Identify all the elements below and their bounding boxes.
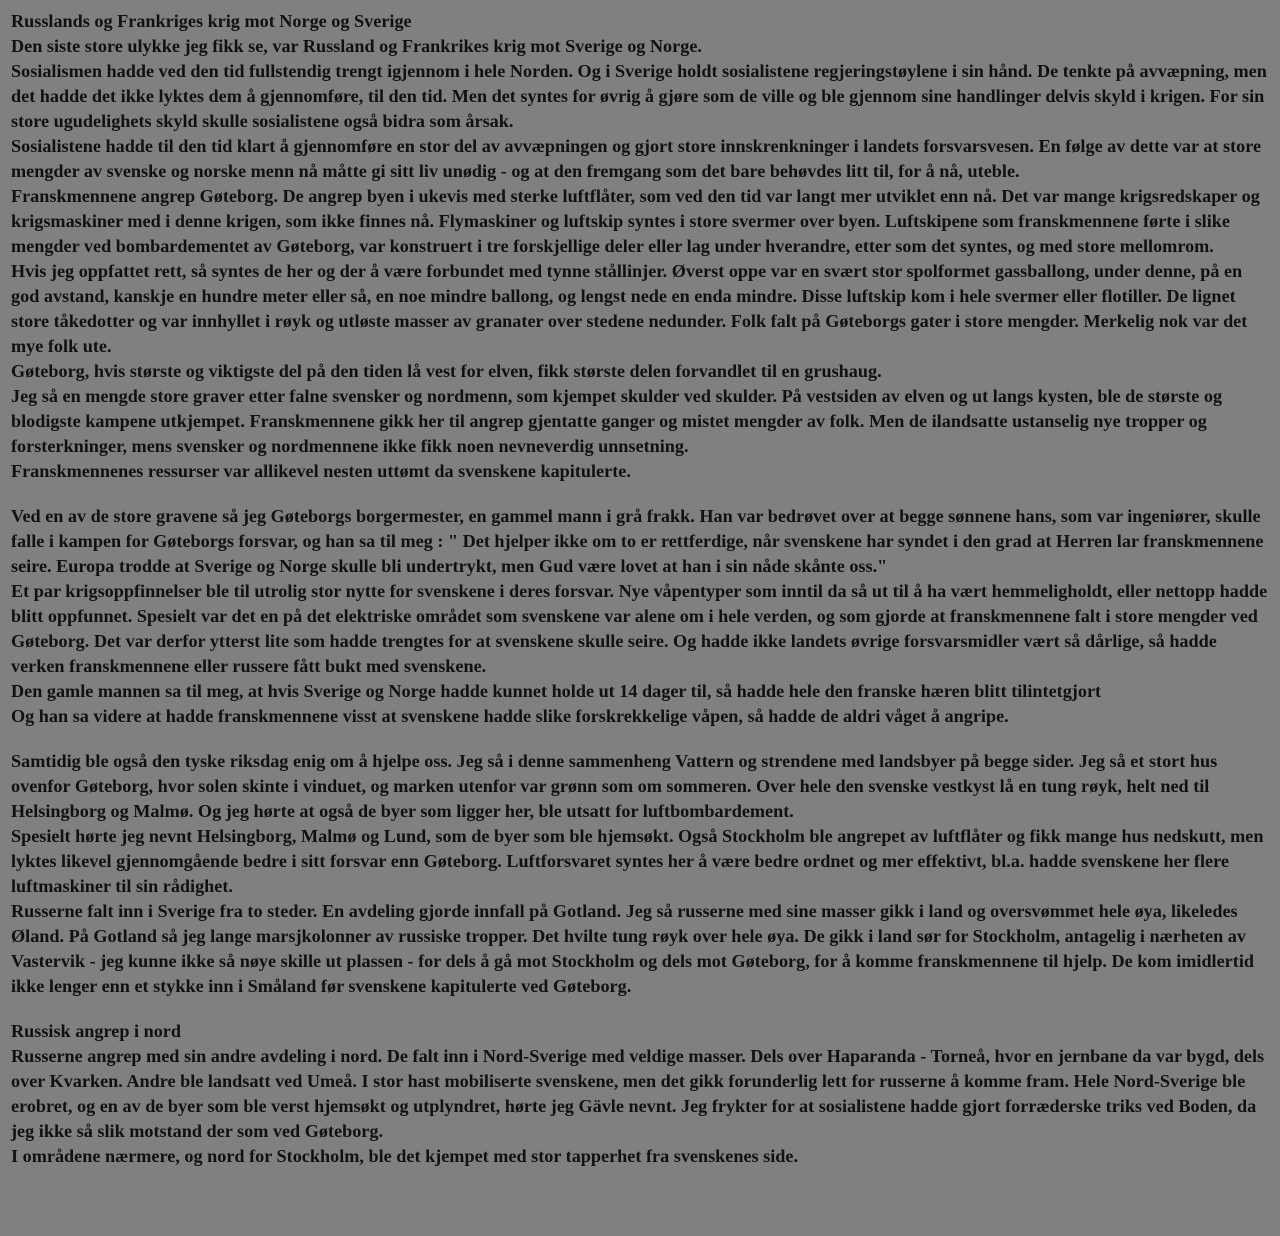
paragraph: Den gamle mannen sa til meg, at hvis Sverige og Norge hadde kunnet holde ut 14 dager til, så hadde hele den franske hæren blitt tilintetgjort <box>11 681 1102 701</box>
section-heading-north: Russisk angrep i nord <box>11 1021 181 1041</box>
paragraph: Et par krigsoppfinnelser ble til utrolig stor nytte for svenskene i deres forsvar. Nye våpentyper som inntil da så ut til å ha vært hemmeligholdt, eller nettopp hadde blitt oppfunnet. Spesielt var det en på det elektriske området som svenskene var alene om i hele verden, og som gjorde at franskmennene falt i store mengder ved Gøteborg. Det var derfor ytterst lite som hadde trengtes for at svenskene skulle seire. Og hadde ikke landets øvrige forsvarsmidler vært så dårlige, så hadde verken franskmennene eller russere fått bukt med svenskene. <box>11 581 1268 676</box>
paragraph: Den siste store ulykke jeg fikk se, var Russland og Frankrikes krig mot Sverige og Norge. <box>11 36 702 56</box>
paragraph: Russerne angrep med sin andre avdeling i nord. De falt inn i Nord-Sverige med veldige masser. Dels over Haparanda - Torneå, hvor en jernbane da var bygd, dels over Kvarken. Andre ble landsatt ved Umeå. I stor hast mobiliserte svenskene, men det gikk forunderlig lett for russerne å komme fram. Hele Nord-Sverige ble erobret, og en av de byer som ble verst hjemsøkt og utplyndret, hørte jeg Gävle nevnt. Jeg frykter for at sosialistene hadde gjort forræderske triks ved Boden, da jeg ikke så slik motstand der som ved Gøteborg. <box>11 1046 1265 1141</box>
paragraph: Hvis jeg oppfattet rett, så syntes de her og der å være forbundet med tynne stållinjer. Øverst oppe var en svært stor spolformet gassballong, under denne, på en god avstand, kanskje en hundre meter eller så, en noe mindre ballong, og lengst nede en enda mindre. Disse luftskip kom i hele svermer eller flotiller. De lignet store tåkedotter og var innhyllet i røyk og utløste masser av granater over stedene nedunder. Folk falt på Gøteborgs gater i store mengder. Merkelig nok var det mye folk ute. <box>11 261 1248 356</box>
paragraph: Russerne falt inn i Sverige fra to steder. En avdeling gjorde innfall på Gotland. Jeg så russerne med sine masser gikk i land og oversvømmet hele øya, likeledes Øland. På Gotland så jeg lange marsjkolonner av russiske tropper. Det hvilte tung røyk over hele øya. De gikk i land sør for Stockholm, antagelig i nærheten av Vastervik - jeg kunne ikke så nøye skille ut plassen - for dels å gå mot Stockholm og dels mot Gøteborg, for å komme franskmennene til hjelp. De kom imidlertid ikke lenger enn et stykke inn i Småland før svenskene kapitulerte ved Gøteborg. <box>11 901 1254 996</box>
paragraph: Og han sa videre at hadde franskmennene visst at svenskene hadde slike forskrekkelige våpen, så hadde de aldri våget å angripe. <box>11 706 1009 726</box>
paragraph: Spesielt hørte jeg nevnt Helsingborg, Malmø og Lund, som de byer som ble hjemsøkt. Også Stockholm ble angrepet av luftflåter og fikk mange hus nedskutt, men lyktes likevel gjennomgående bedre i sitt forsvar enn Gøteborg. Luftforsvaret syntes her å være bedre ordnet og mer effektivt, bl.a. hadde svenskene her flere luftmaskiner til sin rådighet. <box>11 826 1264 896</box>
paragraph: Samtidig ble også den tyske riksdag enig om å hjelpe oss. Jeg så i denne sammenheng Vattern og strendene med landsbyer på begge sider. Jeg så et stort hus ovenfor Gøteborg, hvor solen skinte i vinduet, og marken utenfor var grønn som om sommeren. Over hele den svenske vestkyst lå en tung røyk, helt ned til Helsingborg og Malmø. Og jeg hørte at også de byer som ligger her, ble utsatt for luftbombardement. <box>11 751 1218 821</box>
paragraph: Ved en av de store gravene så jeg Gøteborgs borgermester, en gammel mann i grå frakk. Han var bedrøvet over at begge sønnene hans, som var ingeniører, skulle falle i kampen for Gøteborgs forsvar, og han sa til meg : " Det hjelper ikke om to er rettferdige, når svenskene har syndet i den grad at Herren lar franskmennene seire. Europa trodde at Sverige og Norge skulle bli undertrykt, men Gud være lovet at han i sin nåde skånte oss." <box>11 506 1264 576</box>
paragraph: Gøteborg, hvis største og viktigste del på den tiden lå vest for elven, fikk største delen forvandlet til en grushaug. <box>11 361 882 381</box>
paragraph-gap <box>11 484 1273 504</box>
paragraph: Franskmennene angrep Gøteborg. De angrep byen i ukevis med sterke luftflåter, som ved den tid var langt mer utviklet enn nå. Det var mange krigsredskaper og krigsmaskiner med i denne krigen, som ikke finnes nå. Flymaskiner og luftskip syntes i store svermer over byen. Luftskipene som franskmennene førte i slike mengder ved bombardementet av Gøteborg, var konstruert i tre forskjellige deler eller lag under hverandre, etter som det syntes, og med store mellomrom. <box>11 186 1260 256</box>
paragraph-gap <box>11 729 1273 749</box>
document-body <box>11 9 1273 1169</box>
paragraph: Franskmennenes ressurser var allikevel nesten uttømt da svenskene kapitulerte. <box>11 461 631 481</box>
paragraph: Sosialistene hadde til den tid klart å gjennomføre en stor del av avvæpningen og gjort store innskrenkninger i landets forsvarsvesen. En følge av dette var at store mengder av svenske og norske menn nå måtte gi sitt liv unødig - og at den fremgang som det bare behøvdes litt til, for å nå, uteble. <box>11 136 1262 181</box>
paragraph: I områdene nærmere, og nord for Stockholm, ble det kjempet med stor tapperhet fra svenskenes side. <box>11 1146 799 1166</box>
section-heading-war: Russlands og Frankriges krig mot Norge og Sverige <box>11 11 412 31</box>
paragraph-gap <box>11 999 1273 1019</box>
paragraph: Jeg så en mengde store graver etter falne svensker og nordmenn, som kjempet skulder ved skulder. På vestsiden av elven og ut langs kysten, ble de største og blodigste kampene utkjempet. Franskmennene gikk her til angrep gjentatte ganger og mistet mengder av folk. Men de ilandsatte ustanselig nye tropper og forsterkninger, mens svensker og nordmennene ikke fikk noen nevneverdig unnsetning. <box>11 386 1223 456</box>
paragraph: Sosialismen hadde ved den tid fullstendig trengt igjennom i hele Norden. Og i Sverige holdt sosialistene regjeringstøylene i sin hånd. De tenkte på avvæpning, men det hadde det ikke lyktes dem å gjennomføre, til den tid. Men det syntes for øvrig å gjøre som de ville og ble gjennom sine handlinger delvis skyld i krigen. For sin store ugudelighets skyld skulle sosialistene også bidra som årsak. <box>11 61 1267 131</box>
